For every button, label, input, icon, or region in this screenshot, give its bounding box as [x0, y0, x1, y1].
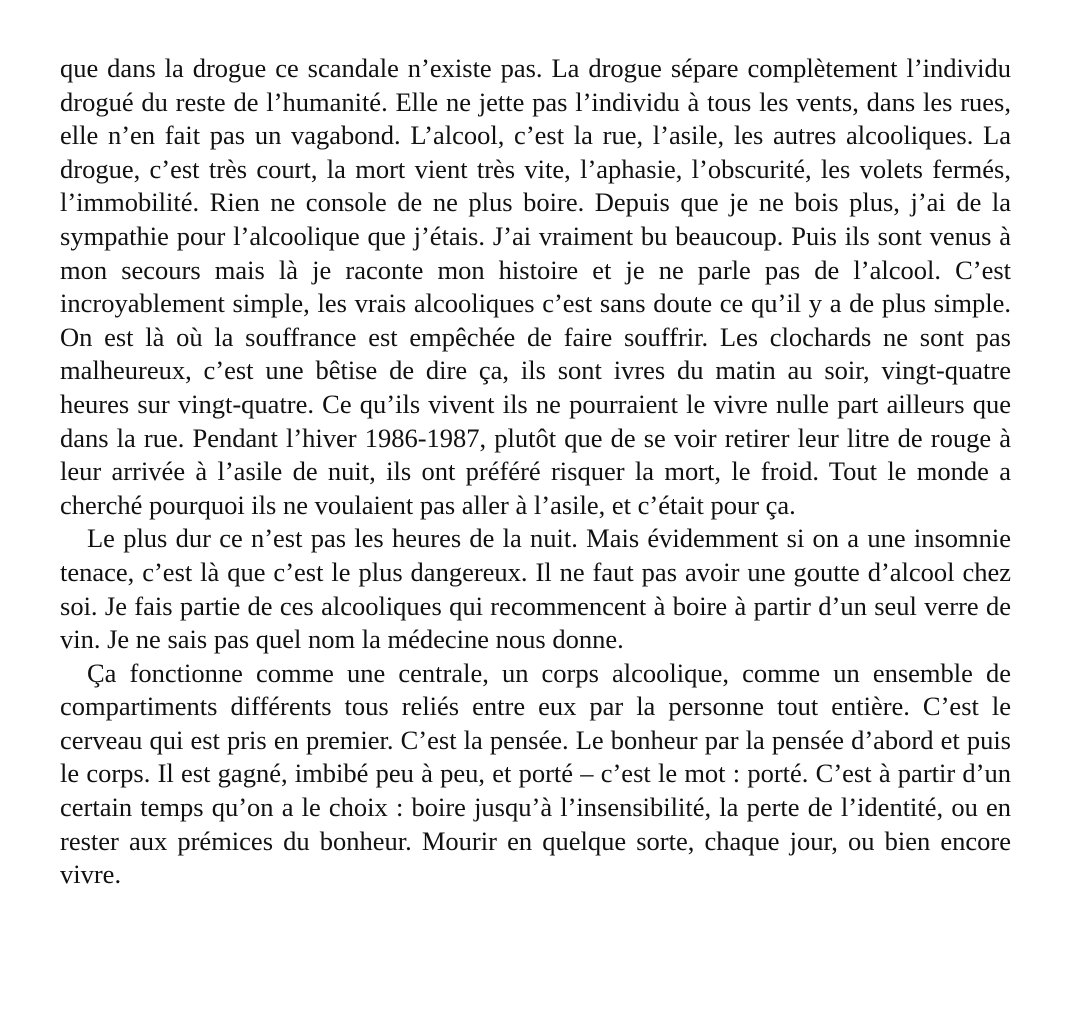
paragraph-2: Le plus dur ce n’est pas les heures de la nuit. Mais évidemment si on a une insomnie tenace, c’est là que c’est le plus dangereux. Il ne faut pas avoir une goutte d’alcool chez soi. Je fais partie de ces alcooliques qui recommencent à boire à partir d’un seul verre de vin. Je ne sais pas quel nom la médecine nous donne.	[60, 523, 1011, 655]
document-page	[60, 52, 1011, 892]
paragraph-3: Ça fonctionne comme une centrale, un corps alcoolique, comme un ensemble de compartiments différents tous reliés entre eux par la personne tout entière. C’est le cerveau qui est pris en premier. C’est la pensée. Le bonheur par la pensée d’abord et puis le corps. Il est gagné, imbibé peu à peu, et porté – c’est le mot : porté. C’est à partir d’un certain temps qu’on a le choix : boire jusqu’à l’insensibilité, la perte de l’identité, ou en rester aux prémices du bonheur. Mourir en quelque sorte, chaque jour, ou bien encore vivre.	[60, 657, 1011, 890]
paragraph-1: que dans la drogue ce scandale n’existe pas. La drogue sépare complètement l’individu drogué du reste de l’humanité. Elle ne jette pas l’individu à tous les vents, dans les rues, elle n’en fait pas un vagabond. L’alcool, c’est la rue, l’asile, les autres alcooliques. La drogue, c’est très court, la mort vient très vite, l’aphasie, l’obscurité, les volets fermés, l’immobilité. Rien ne console de ne plus boire. Depuis que je ne bois plus, j’ai de la sympathie pour l’alcoolique que j’étais. J’ai vraiment bu beaucoup. Puis ils sont venus à mon secours mais là je raconte mon histoire et je ne parle pas de l’alcool. C’est incroyablement simple, les vrais alcooliques c’est sans doute ce qu’il y a de plus simple. On est là où la souffrance est empêchée de faire souffrir. Les clochards ne sont pas malheureux, c’est une bêtise de dire ça, ils sont ivres du matin au soir, vingt-quatre heures sur vingt-quatre. Ce qu’ils vivent ils ne pourraient le vivre nulle part ailleurs que dans la rue. Pendant l’hiver 1986-1987, plutôt que de se voir retirer leur litre de rouge à leur arrivée à l’asile de nuit, ils ont préféré risquer la mort, le froid. Tout le monde a cherché pourquoi ils ne voulaient pas aller à l’asile, et c’était pour ça.	[60, 53, 1011, 520]
